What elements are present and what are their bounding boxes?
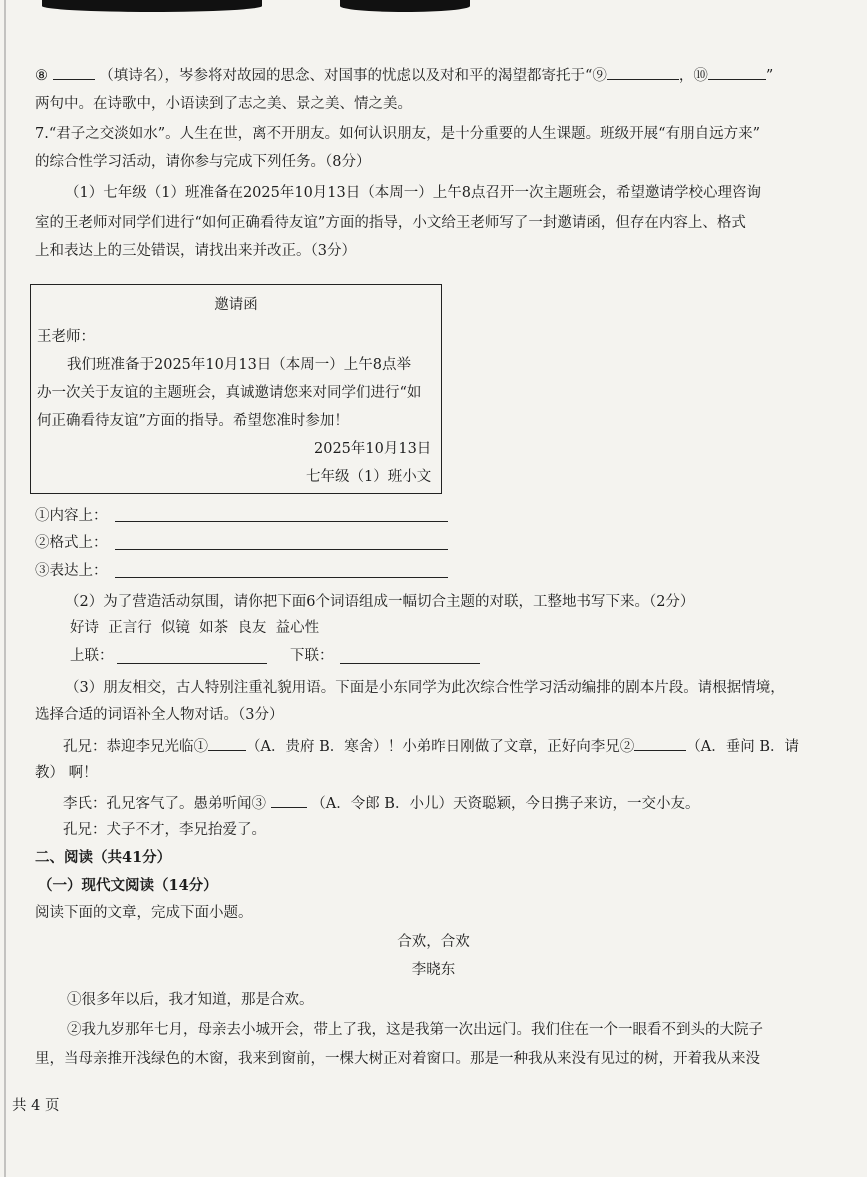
answer-blank[interactable] — [271, 792, 307, 808]
letter-date: 2025年10月13日 — [314, 441, 432, 457]
q7-part1: 室的王老师对同学们进行“如何正确看待友谊”方面的指导，小文给王老师写了一封邀请函，但存在内容上、格式 — [35, 215, 746, 231]
article-title: 合欢，合欢 — [397, 934, 470, 950]
dialogue-line-2 — [63, 792, 699, 814]
answer-label-content: ①内容上： — [35, 508, 108, 524]
page-footer: 共 4 页 — [12, 1098, 60, 1114]
letter-body: 何正确看待友谊”方面的指导。希望您准时参加！ — [37, 413, 349, 429]
letter-title: 邀请函 — [214, 297, 258, 313]
answer-blank[interactable] — [708, 64, 766, 80]
upper-couplet-label: 上联： — [70, 648, 114, 664]
dialogue-line-3: 孔兄：犬子不才，李兄抬爱了。 — [63, 822, 266, 838]
article-paragraph: 里，当母亲推开浅绿色的木窗，我来到窗前，一棵大树正对着窗口。那是一种我从来没有见过的树，开着我从来没 — [35, 1051, 760, 1067]
invitation-letter-box — [30, 284, 442, 494]
upper-couplet-blank[interactable] — [117, 662, 267, 664]
letter-signature: 七年级（1）班小文 — [306, 469, 432, 485]
lower-couplet-label: 下联： — [290, 648, 334, 664]
answer-line-content[interactable] — [115, 520, 448, 522]
q7-part3: 选择合适的词语补全人物对话。（3分） — [35, 707, 284, 723]
article-paragraph: ②我九岁那年七月，母亲去小城开会，带上了我，这是我第一次出远门。我们住在一个一眼看不到头的大院子 — [67, 1022, 763, 1038]
q7-word-list: 好诗 正言行 似镜 如茶 良友 益心性 — [70, 620, 320, 636]
dialogue-line-1 — [63, 735, 799, 757]
q7-intro: 的综合性学习活动，请你参与完成下列任务。（8分） — [35, 154, 371, 170]
subsection-heading: （一）现代文阅读（14分） — [38, 877, 218, 894]
q6-text: ，⑩ — [678, 68, 708, 84]
answer-line-format[interactable] — [115, 548, 448, 550]
answer-blank[interactable] — [634, 735, 686, 751]
dialogue-text: 李氏：孔兄客气了。愚弟听闻③ — [63, 796, 266, 812]
answer-blank[interactable] — [53, 64, 95, 80]
q6-text: （填诗名），岑参将对故园的思念、对国事的忧虑以及对和平的渴望都寄托于“⑨ — [99, 68, 607, 84]
dialogue-text: （A．令郎 B．小儿）天资聪颖，今日携子来访，一交小友。 — [311, 796, 700, 812]
letter-body: 我们班准备于2025年10月13日（本周一）上午8点举 — [67, 357, 412, 373]
dialogue-line-1-cont: 教） 啊！ — [35, 765, 98, 781]
q7-part1: 上和表达上的三处错误，请找出来并改正。（3分） — [35, 243, 356, 259]
letter-body: 办一次关于友谊的主题班会，真诚邀请您来对同学们进行“如 — [37, 385, 422, 401]
q7-intro: 7.“君子之交淡如水”。人生在世，离不开朋友。如何认识朋友，是十分重要的人生课题。班级开展“有朋自远方来” — [35, 126, 760, 142]
lower-couplet-blank[interactable] — [340, 662, 480, 664]
circled-number: ⑧ — [35, 68, 48, 84]
answer-blank[interactable] — [208, 735, 246, 751]
article-paragraph: ①很多年以后，我才知道，那是合欢。 — [67, 992, 314, 1008]
dialogue-text: （A．贵府 B．寒舍）！小弟昨日刚做了文章，正好向李兄② — [246, 739, 635, 755]
answer-label-format: ②格式上： — [35, 535, 108, 551]
answer-label-expression: ③表达上： — [35, 563, 108, 579]
reading-instruction: 阅读下面的文章，完成下面小题。 — [35, 905, 253, 921]
scan-mark — [340, 0, 470, 12]
q6-line-1 — [35, 64, 773, 86]
q7-part2: （2）为了营造活动氛围，请你把下面6个词语组成一幅切合主题的对联，工整地书写下来。（2分） — [65, 594, 695, 610]
page-edge — [4, 0, 6, 1177]
article-author: 李晓东 — [411, 962, 456, 978]
letter-greeting: 王老师： — [37, 329, 95, 345]
q7-part1: （1）七年级（1）班准备在2025年10月13日（本周一）上午8点召开一次主题班会，希望邀请学校心理咨询 — [65, 185, 761, 201]
answer-blank[interactable] — [607, 64, 679, 80]
scan-mark — [42, 0, 262, 12]
dialogue-text: （A．垂问 B．请 — [686, 739, 799, 755]
q7-part3: （3）朋友相交，古人特别注重礼貌用语。下面是小东同学为此次综合性学习活动编排的剧本片段。请根据情境， — [65, 680, 785, 696]
q6-text: ” — [765, 68, 774, 84]
answer-line-expression[interactable] — [115, 576, 448, 578]
q6-line-2: 两句中。在诗歌中，小语读到了志之美、景之美、情之美。 — [35, 96, 412, 112]
section-heading: 二、阅读（共41分） — [35, 849, 172, 866]
dialogue-text: 孔兄：恭迎李兄光临① — [63, 739, 208, 755]
